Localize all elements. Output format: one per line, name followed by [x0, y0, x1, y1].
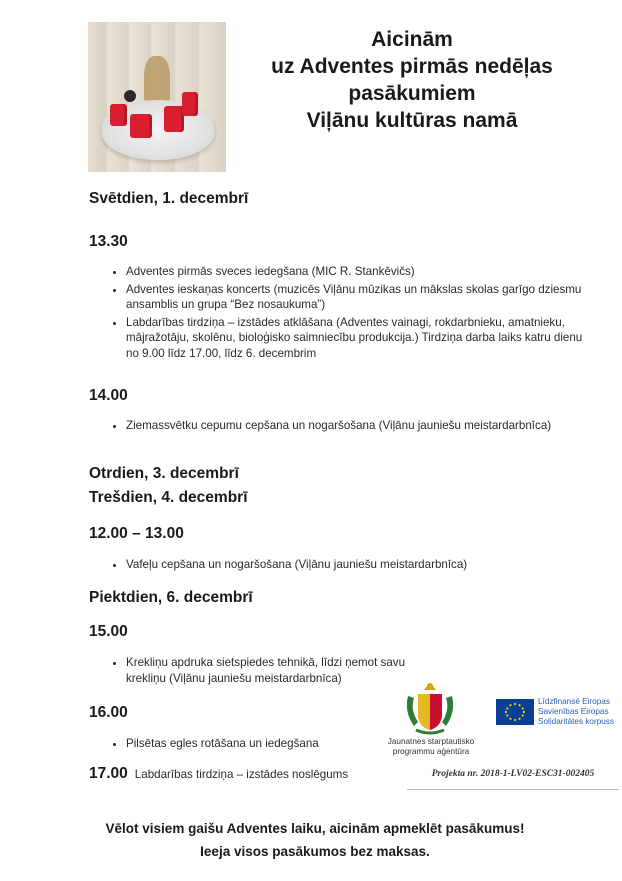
event-item: • Pilsētas egles rotāšana un iedegšana — [126, 736, 376, 752]
footer-line: Vēlot visiem gaišu Adventes laiku, aicinām apmeklēt pasākumus! — [105, 821, 525, 836]
title-line: Viļānu kultūras namā — [306, 109, 518, 132]
eu-line: Solidaritātes korpuss — [538, 717, 614, 726]
day-heading-sunday: Svētdien, 1. decembrī — [89, 190, 249, 207]
eu-line: Savienības Eiropas — [538, 707, 609, 716]
title-line: uz Adventes pirmās nedēļas — [271, 55, 553, 78]
events-1400-list — [102, 418, 596, 436]
day-heading-wednesday: Trešdien, 4. decembrī — [89, 489, 248, 506]
candle — [110, 104, 127, 126]
events-1500-list — [102, 655, 426, 688]
eu-line: Līdzfinansē Eiropas — [538, 697, 610, 706]
advent-wreath-photo — [88, 22, 226, 172]
ornament-ball — [124, 90, 136, 102]
time-1400: 14.00 — [89, 387, 128, 404]
agency-line: Jaunatnes starptautisko — [387, 737, 475, 746]
title-line: Aicinām — [371, 28, 453, 51]
eu-flag-icon — [496, 699, 534, 725]
event-item: • Labdarības tirdziņa – izstādes atklāšana (Adventes vainagi, rokdarbnieku, amatnieku, mājražotāju, skolēnu, bioloģisko saimniecību produkcija.) Tirdziņa darba laiks katru dienu no 9.00 līdz 17.00, līdz 6. decembrim — [126, 315, 596, 362]
time-1330: 13.30 — [89, 233, 128, 250]
wreath-decoration — [144, 56, 170, 106]
day-heading-tuesday: Otrdien, 3. decembrī — [89, 465, 239, 482]
closing-event-line — [89, 765, 348, 783]
eu-funding-caption — [538, 697, 618, 727]
day-heading-friday: Piektdien, 6. decembrī — [89, 589, 253, 606]
events-1200-list — [102, 557, 596, 575]
event-item: • Ziemassvētku cepumu cepšana un nogaršošana (Viļānu jauniešu meistardarbnīca) — [126, 418, 596, 434]
event-item: • Adventes pirmās sveces iedegšana (MIC R. Stankēvičs) — [126, 264, 596, 280]
candle — [182, 92, 198, 116]
time-1600: 16.00 — [89, 704, 128, 721]
project-number: Projekta nr. 2018-1-LV02-ESC31-002405 — [407, 769, 619, 790]
time-1500: 15.00 — [89, 623, 128, 640]
event-item: • Krekliņu apdruka sietspiedes tehnikā, līdzi ņemot savu krekliņu (Viļānu jauniešu meistardarbnīca) — [126, 655, 426, 686]
event-item: • Vafeļu cepšana un nogaršošana (Viļānu jauniešu meistardarbnīca) — [126, 557, 596, 573]
page-title — [232, 26, 592, 134]
time-1700: 17.00 — [89, 765, 128, 782]
event-item: Labdarības tirdziņa – izstādes noslēgums — [134, 768, 349, 781]
footer-message — [60, 817, 570, 863]
events-1600-list — [102, 736, 376, 754]
candle — [130, 114, 152, 138]
candle — [164, 106, 184, 132]
events-1330-list — [102, 264, 596, 364]
agency-line: programmu aģentūra — [392, 747, 470, 756]
latvia-coat-of-arms-icon — [402, 676, 458, 736]
footer-line: Ieeja visos pasākumos bez maksas. — [200, 844, 430, 859]
event-item: • Adventes ieskaņas koncerts (muzicēs Viļānu mūzikas un mākslas skolas garīgo dziesmu ansamblis un grupa “Bez nosaukuma”) — [126, 282, 596, 313]
time-1200-1300: 12.00 – 13.00 — [89, 525, 184, 542]
agency-caption — [372, 737, 490, 757]
title-line: pasākumiem — [348, 82, 476, 105]
